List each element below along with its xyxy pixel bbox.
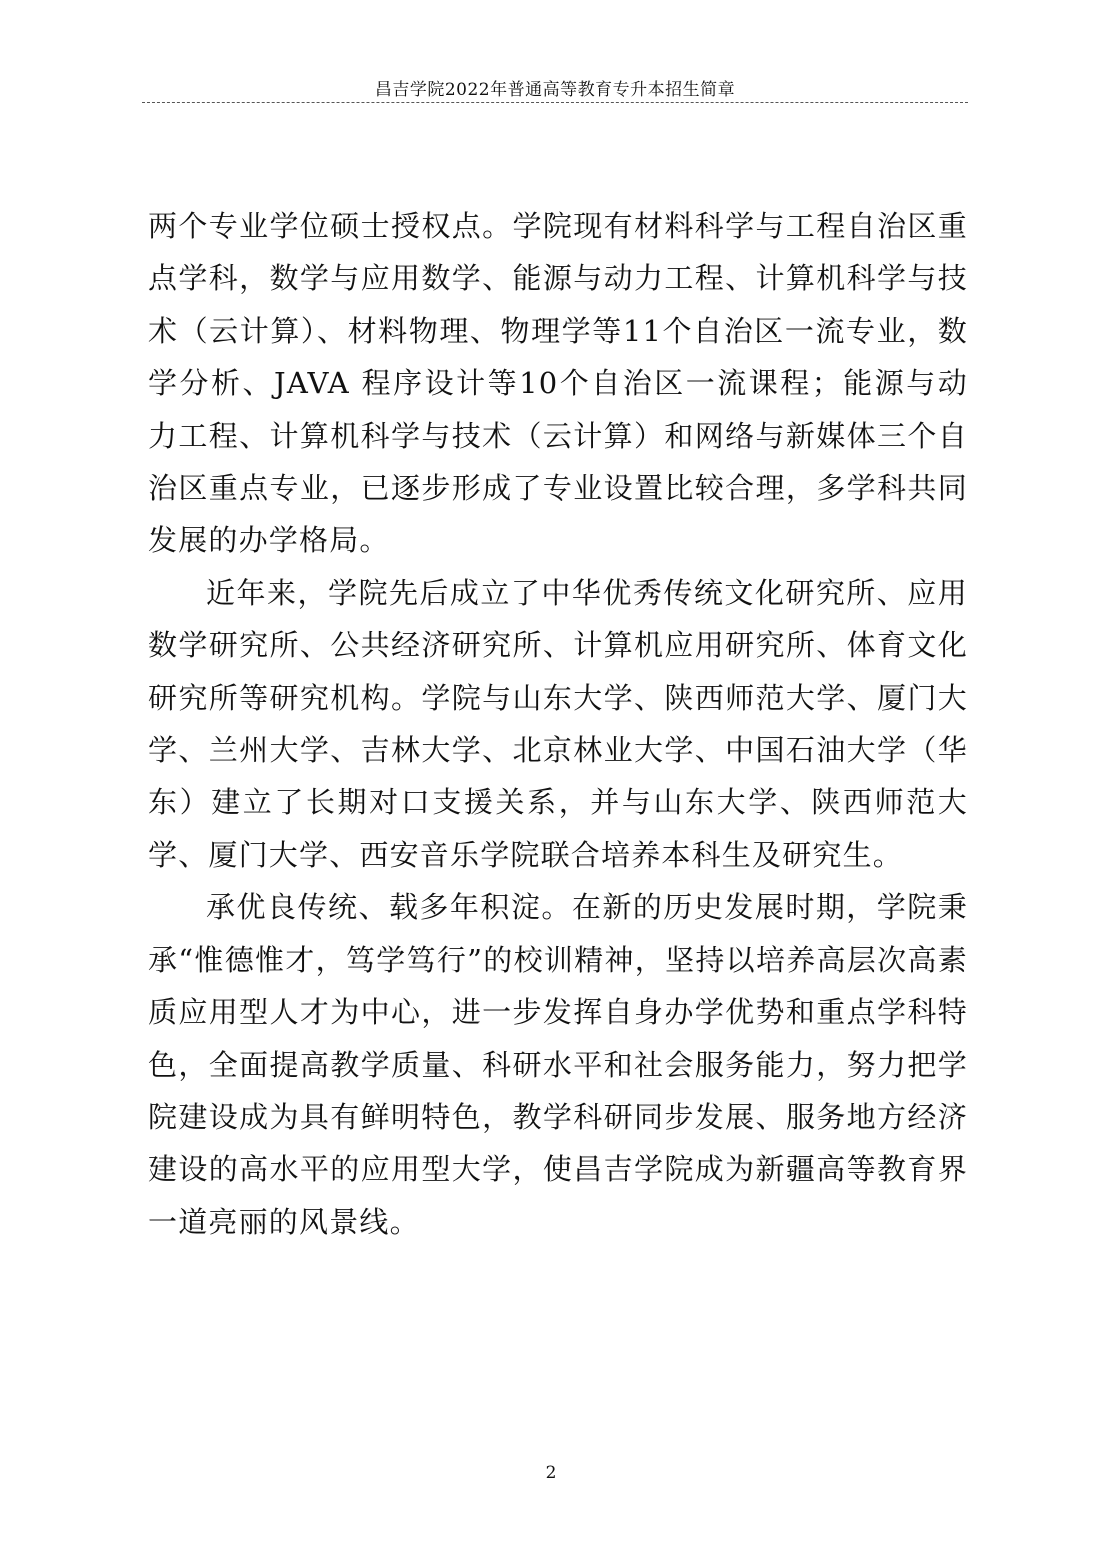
paragraph-disciplines: 两个专业学位硕士授权点。学院现有材料科学与工程自治区重点学科，数学与应用数学、能源与动力工程、计算机科学与技术（云计算）、材料物理、物理学等11个自治区一流专业，数学分析、JAVA 程序设计等10个自治区一流课程；能源与动力工程、计算机科学与技术（云计算）和网络与新媒体三个自治区重点专业，已逐步形成了专业设置比较合理，多学科共同发展的办学格局。 bbox=[148, 209, 968, 558]
paragraph-research-institutes: 近年来，学院先后成立了中华优秀传统文化研究所、应用数学研究所、公共经济研究所、计算机应用研究所、体育文化研究所等研究机构。学院与山东大学、陕西师范大学、厦门大学、兰州大学、吉林大学、北京林业大学、中国石油大学（华东）建立了长期对口支援关系，并与山东大学、陕西师范大学、厦门大学、西安音乐学院联合培养本科生及研究生。 bbox=[148, 575, 968, 872]
page-header-title: 昌吉学院2022年普通高等教育专升本招生简章 bbox=[374, 80, 736, 100]
paragraph-school-motto: 承优良传统、载多年积淀。在新的历史发展时期，学院秉承“惟德惟才，笃学笃行”的校训精神，坚持以培养高层次高素质应用型人才为中心，进一步发挥自身办学优势和重点学科特色，全面提高教学质量、科研水平和社会服务能力，努力把学院建设成为具有鲜明特色，教学科研同步发展、服务地方经济建设的高水平的应用型大学，使昌吉学院成为新疆高等教育界一道亮丽的风景线。 bbox=[148, 890, 968, 1239]
header-divider bbox=[142, 102, 968, 103]
page-number: 2 bbox=[545, 1463, 557, 1483]
document-body bbox=[148, 200, 968, 1248]
